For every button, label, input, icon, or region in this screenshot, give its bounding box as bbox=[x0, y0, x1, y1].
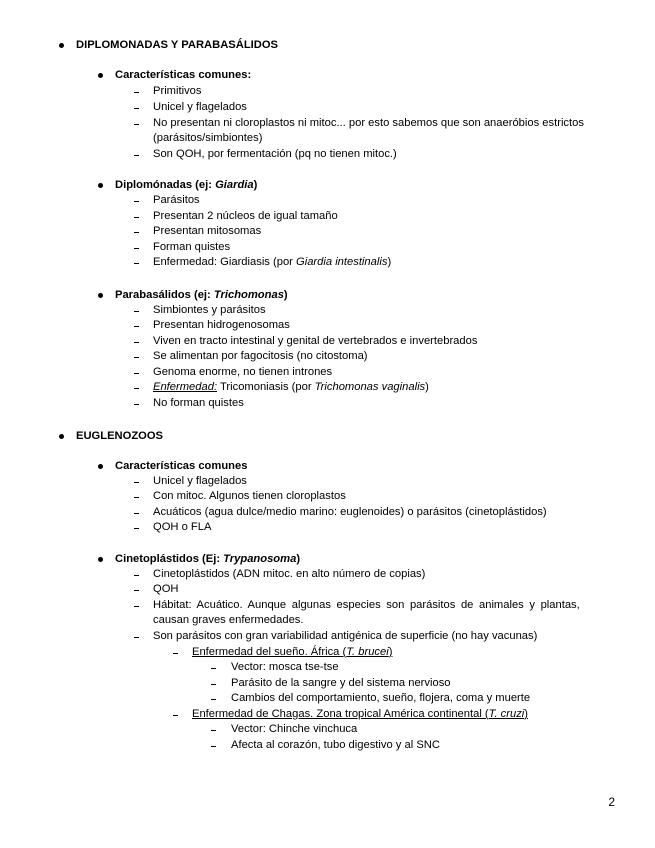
list-item: Se alimentan por fagocitosis (no citostoma) bbox=[153, 350, 368, 362]
dash bbox=[134, 217, 139, 218]
list-item: Vector: Chinche vinchuca bbox=[231, 723, 358, 735]
dash bbox=[211, 699, 216, 700]
subheading: Diplomónadas (ej: Giardia) bbox=[115, 179, 258, 191]
bullet bbox=[98, 73, 103, 78]
list-item: Son parásitos con gran variabilidad antigénica de superficie (no hay vacunas) bbox=[153, 630, 538, 642]
list-item: QOH o FLA bbox=[153, 521, 212, 533]
list-item: Viven en tracto intestinal y genital de vertebrados e invertebrados bbox=[153, 335, 478, 347]
list-item: Unicel y flagelados bbox=[153, 475, 247, 487]
list-item: No presentan ni cloroplastos ni mitoc... por esto sabemos que son anaeróbios estrictos bbox=[153, 117, 584, 129]
list-item: Con mitoc. Algunos tienen cloroplastos bbox=[153, 490, 346, 502]
dash bbox=[134, 232, 139, 233]
subheading: Cinetoplástidos (Ej: Trypanosoma) bbox=[115, 553, 301, 565]
list-item: Forman quistes bbox=[153, 241, 231, 253]
dash bbox=[134, 248, 139, 249]
list-item: Acuáticos (agua dulce/medio marino: euglenoides) o parásitos (cinetoplástidos) bbox=[153, 506, 547, 518]
list-item: QOH bbox=[153, 583, 179, 595]
list-item: Cinetoplástidos (ADN mitoc. en alto número de copias) bbox=[153, 568, 426, 580]
dash bbox=[211, 668, 216, 669]
dash bbox=[134, 311, 139, 312]
dash bbox=[134, 108, 139, 109]
dash bbox=[134, 326, 139, 327]
page-number: 2 bbox=[608, 795, 615, 809]
dash bbox=[211, 684, 216, 685]
list-item: Presentan mitosomas bbox=[153, 225, 262, 237]
dash bbox=[134, 575, 139, 576]
list-item: No forman quistes bbox=[153, 397, 244, 409]
list-item: Primitivos bbox=[153, 85, 202, 97]
subheading: Características comunes: bbox=[115, 69, 252, 81]
bullet bbox=[98, 183, 103, 188]
list-item: Enfermedad: Tricomoniasis (por Trichomonas vaginalis) bbox=[153, 381, 429, 393]
list-item: Cambios del comportamiento, sueño, flojera, coma y muerte bbox=[231, 692, 531, 704]
list-item: Parásito de la sangre y del sistema nervioso bbox=[231, 677, 451, 689]
list-item: Presentan hidrogenosomas bbox=[153, 319, 290, 331]
dash bbox=[173, 715, 178, 716]
dash bbox=[134, 637, 139, 638]
list-item: Hábitat: Acuático. Aunque algunas especies son parásitos de animales y plantas, bbox=[153, 599, 580, 611]
dash bbox=[211, 746, 216, 747]
dash bbox=[134, 357, 139, 358]
list-item: Parásitos bbox=[153, 194, 200, 206]
list-item: Unicel y flagelados bbox=[153, 101, 247, 113]
bullet bbox=[98, 293, 103, 298]
dash bbox=[134, 513, 139, 514]
bullet bbox=[59, 434, 64, 439]
dash bbox=[134, 155, 139, 156]
dash bbox=[134, 342, 139, 343]
bullet bbox=[98, 464, 103, 469]
list-item: Presentan 2 núcleos de igual tamaño bbox=[153, 210, 338, 222]
section-heading: DIPLOMONADAS Y PARABASÁLIDOS bbox=[76, 39, 279, 51]
dash bbox=[134, 482, 139, 483]
dash bbox=[134, 124, 139, 125]
disease-heading: Enfermedad de Chagas. Zona tropical América continental (T. cruzi) bbox=[192, 708, 529, 720]
dash bbox=[134, 590, 139, 591]
list-item: Enfermedad: Giardiasis (por Giardia intestinalis) bbox=[153, 256, 392, 268]
list-item: Son QOH, por fermentación (pq no tienen mitoc.) bbox=[153, 148, 397, 160]
dash bbox=[134, 201, 139, 202]
list-item: Genoma enorme, no tienen intrones bbox=[153, 366, 333, 378]
bullet bbox=[59, 43, 64, 48]
disease-heading: Enfermedad del sueño. África (T. brucei) bbox=[192, 646, 393, 658]
dash bbox=[173, 653, 178, 654]
dash bbox=[134, 528, 139, 529]
subheading: Parabasálidos (ej: Trichomonas) bbox=[115, 289, 288, 301]
section-heading: EUGLENOZOOS bbox=[76, 430, 164, 442]
list-item: Afecta al corazón, tubo digestivo y al SNC bbox=[231, 739, 440, 751]
dash bbox=[134, 388, 139, 389]
dash bbox=[211, 730, 216, 731]
dash bbox=[134, 92, 139, 93]
bullet bbox=[98, 557, 103, 562]
dash bbox=[134, 373, 139, 374]
list-item-continued: (parásitos/simbiontes) bbox=[153, 132, 263, 144]
dash bbox=[134, 606, 139, 607]
list-item: Simbiontes y parásitos bbox=[153, 304, 266, 316]
dash bbox=[134, 263, 139, 264]
subheading: Características comunes bbox=[115, 460, 248, 472]
dash bbox=[134, 404, 139, 405]
list-item: Vector: mosca tse-tse bbox=[231, 661, 339, 673]
list-item-continued: causan graves enfermedades. bbox=[153, 614, 304, 626]
dash bbox=[134, 497, 139, 498]
